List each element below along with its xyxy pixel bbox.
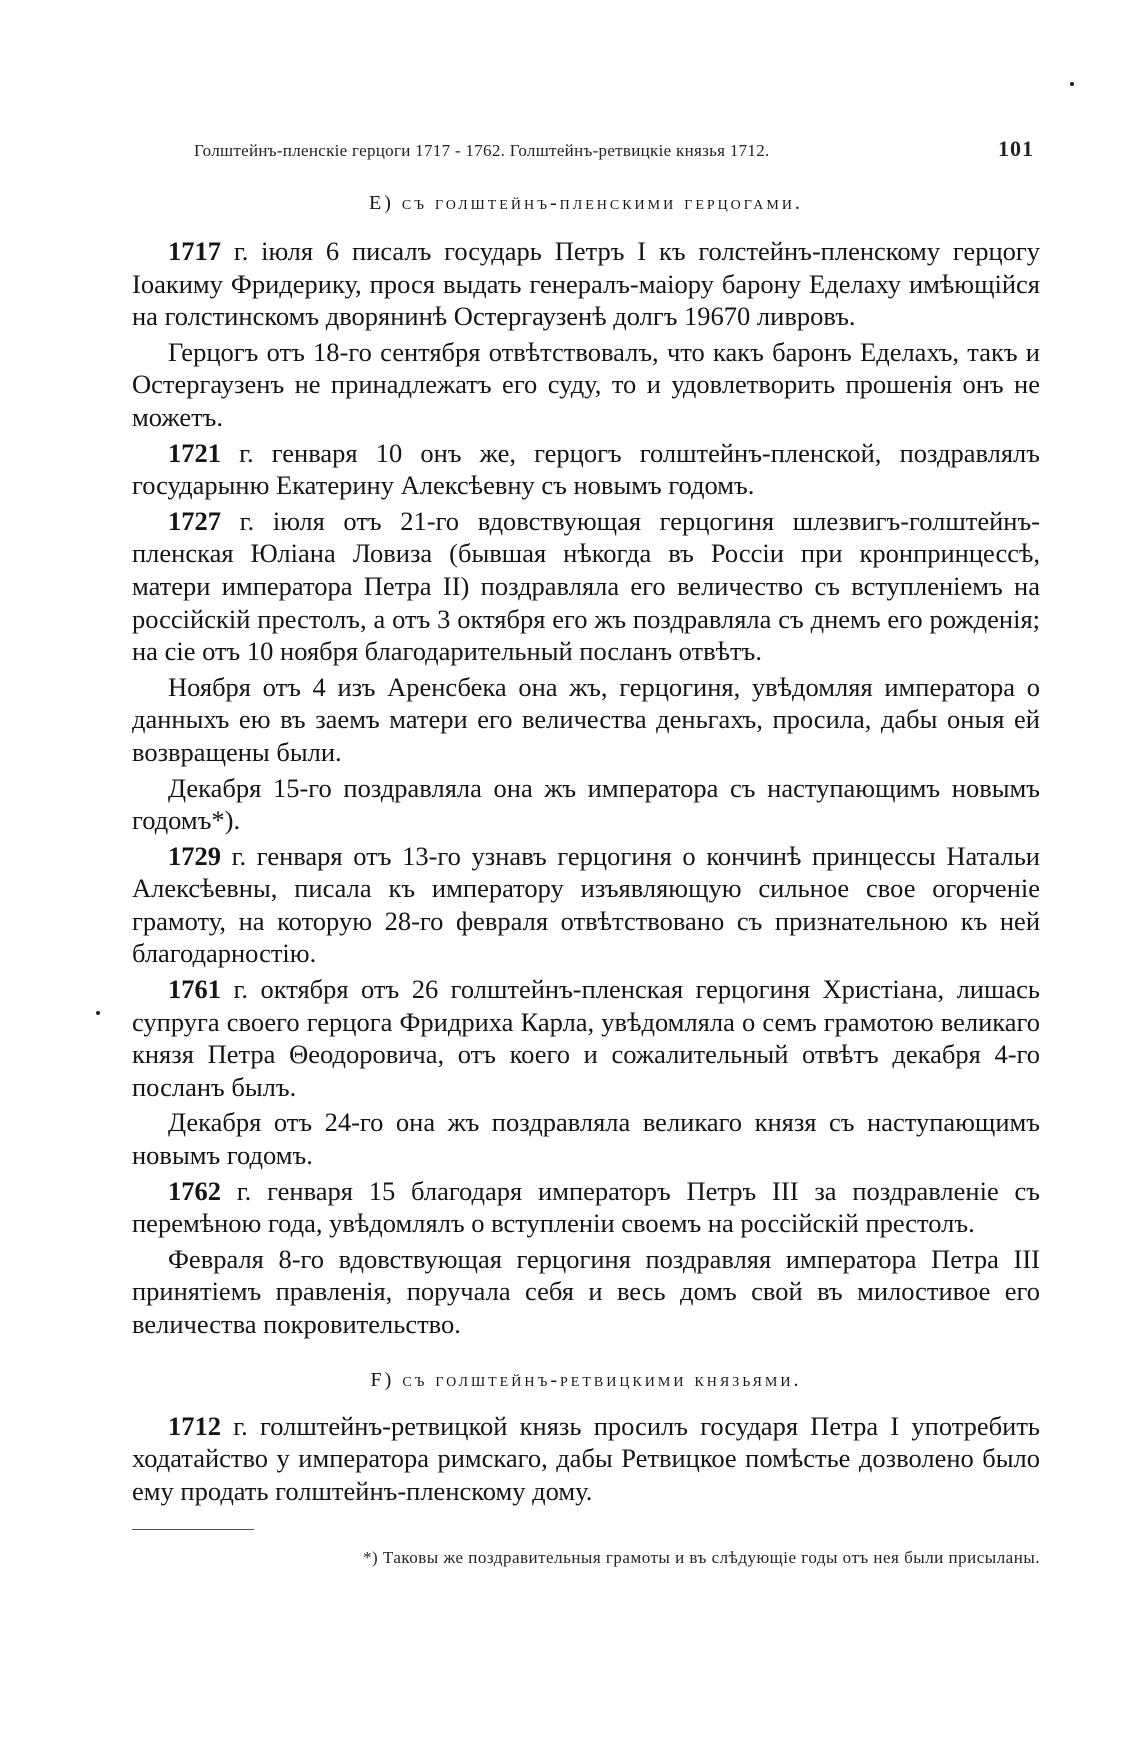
paragraph: 1762 г. генваря 15 благодаря императоръ Петръ III за поздравленіе съ перемѣною года, увѣдомлялъ о вступленіи своемъ на россійскій престолъ.	[132, 1175, 1040, 1239]
section-heading-e: E) съ голштейнъ-пленскими герцогами.	[369, 192, 803, 214]
section-f-body	[132, 1410, 1040, 1508]
paragraph: 1729 г. генваря отъ 13-го узнавъ герцогиня о кончинѣ принцессы Натальи Алексѣевны, писала къ императору изъявляющую сильное свое огорченіе грамоту, на которую 28-го февраля отвѣтствовано съ признательною къ ней благодарностію.	[132, 840, 1040, 969]
margin-speck	[1070, 82, 1074, 86]
paragraph: 1761 г. октября отъ 26 голштейнъ-пленская герцогиня Христіана, лишась супруга своего герцога Фридриха Карла, увѣдомляла о семъ грамотою великаго князя Петра Θеодоровича, отъ коего и сожалительный отвѣтъ декабря 4-го посланъ былъ.	[132, 974, 1040, 1102]
footnote: *) Таковы же поздравительныя грамоты и въ слѣдующіе годы отъ нея были присыланы.	[362, 1548, 1040, 1568]
paragraph: Декабря отъ 24-го она жъ поздравляла великаго князя съ наступающимъ новымъ годомъ.	[132, 1107, 1040, 1171]
paragraph: Герцогъ отъ 18-го сентября отвѣтствовалъ, что какъ баронъ Еделахъ, такъ и Остергаузенъ не принадлежатъ его суду, то и удовлетворить прошенія онъ не можетъ.	[132, 336, 1040, 432]
running-header	[194, 136, 1034, 162]
paragraph: 1712 г. голштейнъ-ретвицкой князь просилъ государя Петра I употребить ходатайство у императора римскаго, дабы Ретвицкое помѣстье дозволено было ему продать голштейнъ-пленскому дому.	[132, 1410, 1040, 1506]
paragraph: 1721 г. генваря 10 онъ же, герцогъ голштейнъ-пленской, поздравлялъ государыню Екатерину Алексѣевну съ новымъ годомъ.	[132, 437, 1040, 501]
section-heading-f: F) съ голштейнъ-ретвицкими князьями.	[370, 1368, 802, 1391]
paragraph: Февраля 8-го вдовствующая герцогиня поздравляя императора Петра III принятіемъ правленія, поручала себя и весь домъ свой въ милостивое его величества покровительство.	[132, 1243, 1040, 1339]
paragraph: 1717 г. іюля 6 писалъ государь Петръ I къ голстейнъ-пленскому герцогу Іоакиму Фридерику, прося выдать генералъ-маіору барону Еделаху имѣющійся на голстинскомъ дворянинѣ Остергаузенѣ долгъ 19670 ливровъ.	[132, 236, 1040, 332]
page-number: 101	[998, 136, 1034, 161]
footnote-rule	[132, 1529, 254, 1530]
running-title: Голштейнъ-пленскіе герцоги 1717 - 1762. Голштейнъ-ретвицкіе князья 1712.	[194, 141, 770, 160]
paragraph: 1727 г. іюля отъ 21-го вдовствующая герцогиня шлезвигъ-голштейнъ-пленская Юліана Ловиза (бывшая нѣкогда въ Россіи при кронпринцессѣ, матери императора Петра II) поздравляла его величество съ вступленіемъ на россійскій престолъ, а отъ 3 октября его жъ поздравляла съ днемъ его рожденія; на сіе отъ 10 ноября благодарительный посланъ отвѣтъ.	[132, 505, 1040, 667]
paragraph: Декабря 15-го поздравляла она жъ императора съ наступающимъ новымъ годомъ*).	[132, 772, 1040, 836]
margin-speck	[96, 1011, 100, 1015]
section-e-body	[132, 235, 1040, 1341]
book-page	[132, 136, 1040, 1568]
paragraph: Ноября отъ 4 изъ Аренсбека она жъ, герцогиня, увѣдомляя императора о данныхъ ею въ заемъ матери его величества деньгахъ, просила, дабы оныя ей возвращены были.	[132, 671, 1040, 767]
